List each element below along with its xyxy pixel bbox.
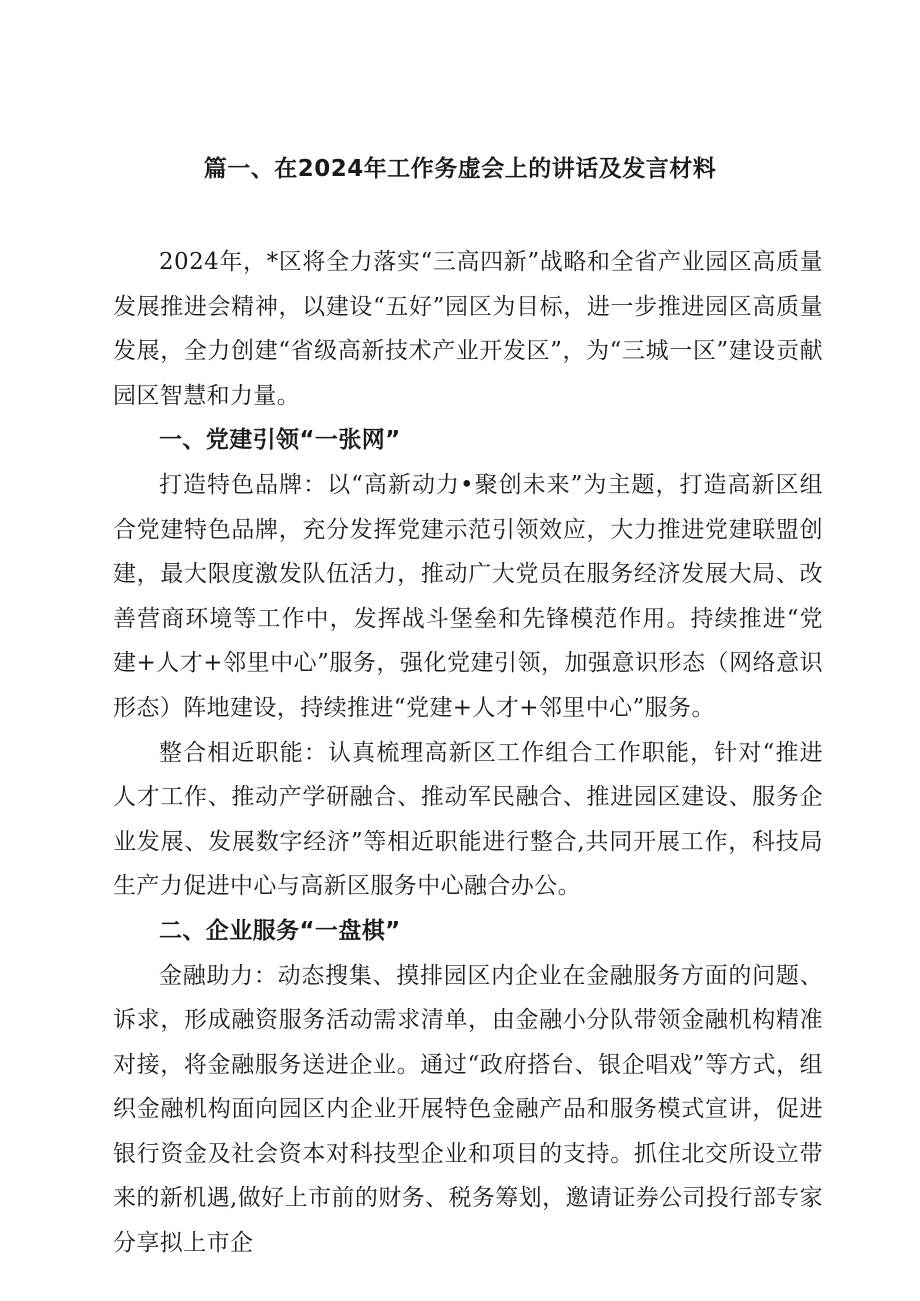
document-body <box>113 240 823 1266</box>
section-heading-enterprise-service: 二、企业服务“一盘棋” <box>159 917 401 944</box>
paragraph-finance: 金融助力：动态搜集、摸排园区内企业在金融服务方面的问题、诉求，形成融资服务活动需求清单，由金融小分队带领金融机构精准对接，将金融服务送进企业。通过“政府搭台、银企唱戏”等方式，组织金融机构面向园区内企业开展特色金融产品和服务模式宣讲，促进银行资金及社会资本对科技型企业和项目的支持。抓住北交所设立带来的新机遇,做好上市前的财务、税务筹划，邀请证券公司投行部专家分享拟上市企 <box>113 962 823 1257</box>
intro-paragraph: 2024年，*区将全力落实“三高四新”战略和全省产业园区高质量发展推进会精神，以建设“五好”园区为目标，进一步推进园区高质量发展，全力创建“省级高新技术产业开发区”，为“三城一区”建设贡献园区智慧和力量。 <box>113 249 823 409</box>
section-heading-party-building: 一、党建引领“一张网” <box>159 427 401 454</box>
paragraph-brand: 打造特色品牌：以“高新动力•聚创未来”为主题，打造高新区组合党建特色品牌，充分发挥党建示范引领效应，大力推进党建联盟创建，最大限度激发队伍活力，推动广大党员在服务经济发展大局、改善营商环境等工作中，发挥战斗堡垒和先锋模范作用。持续推进“党建+人才+邻里中心”服务，强化党建引领，加强意识形态（网络意识形态）阵地建设，持续推进“党建+人才+邻里中心”服务。 <box>113 471 823 721</box>
paragraph-integrate-functions: 整合相近职能：认真梳理高新区工作组合工作职能，针对“推进人才工作、推动产学研融合、推动军民融合、推进园区建设、服务企业发展、发展数字经济”等相近职能进行整合,共同开展工作，科技局生产力促进中心与高新区服务中心融合办公。 <box>113 739 823 900</box>
document-title: 篇一、在2024年工作务虚会上的讲话及发言材料 <box>203 156 717 182</box>
